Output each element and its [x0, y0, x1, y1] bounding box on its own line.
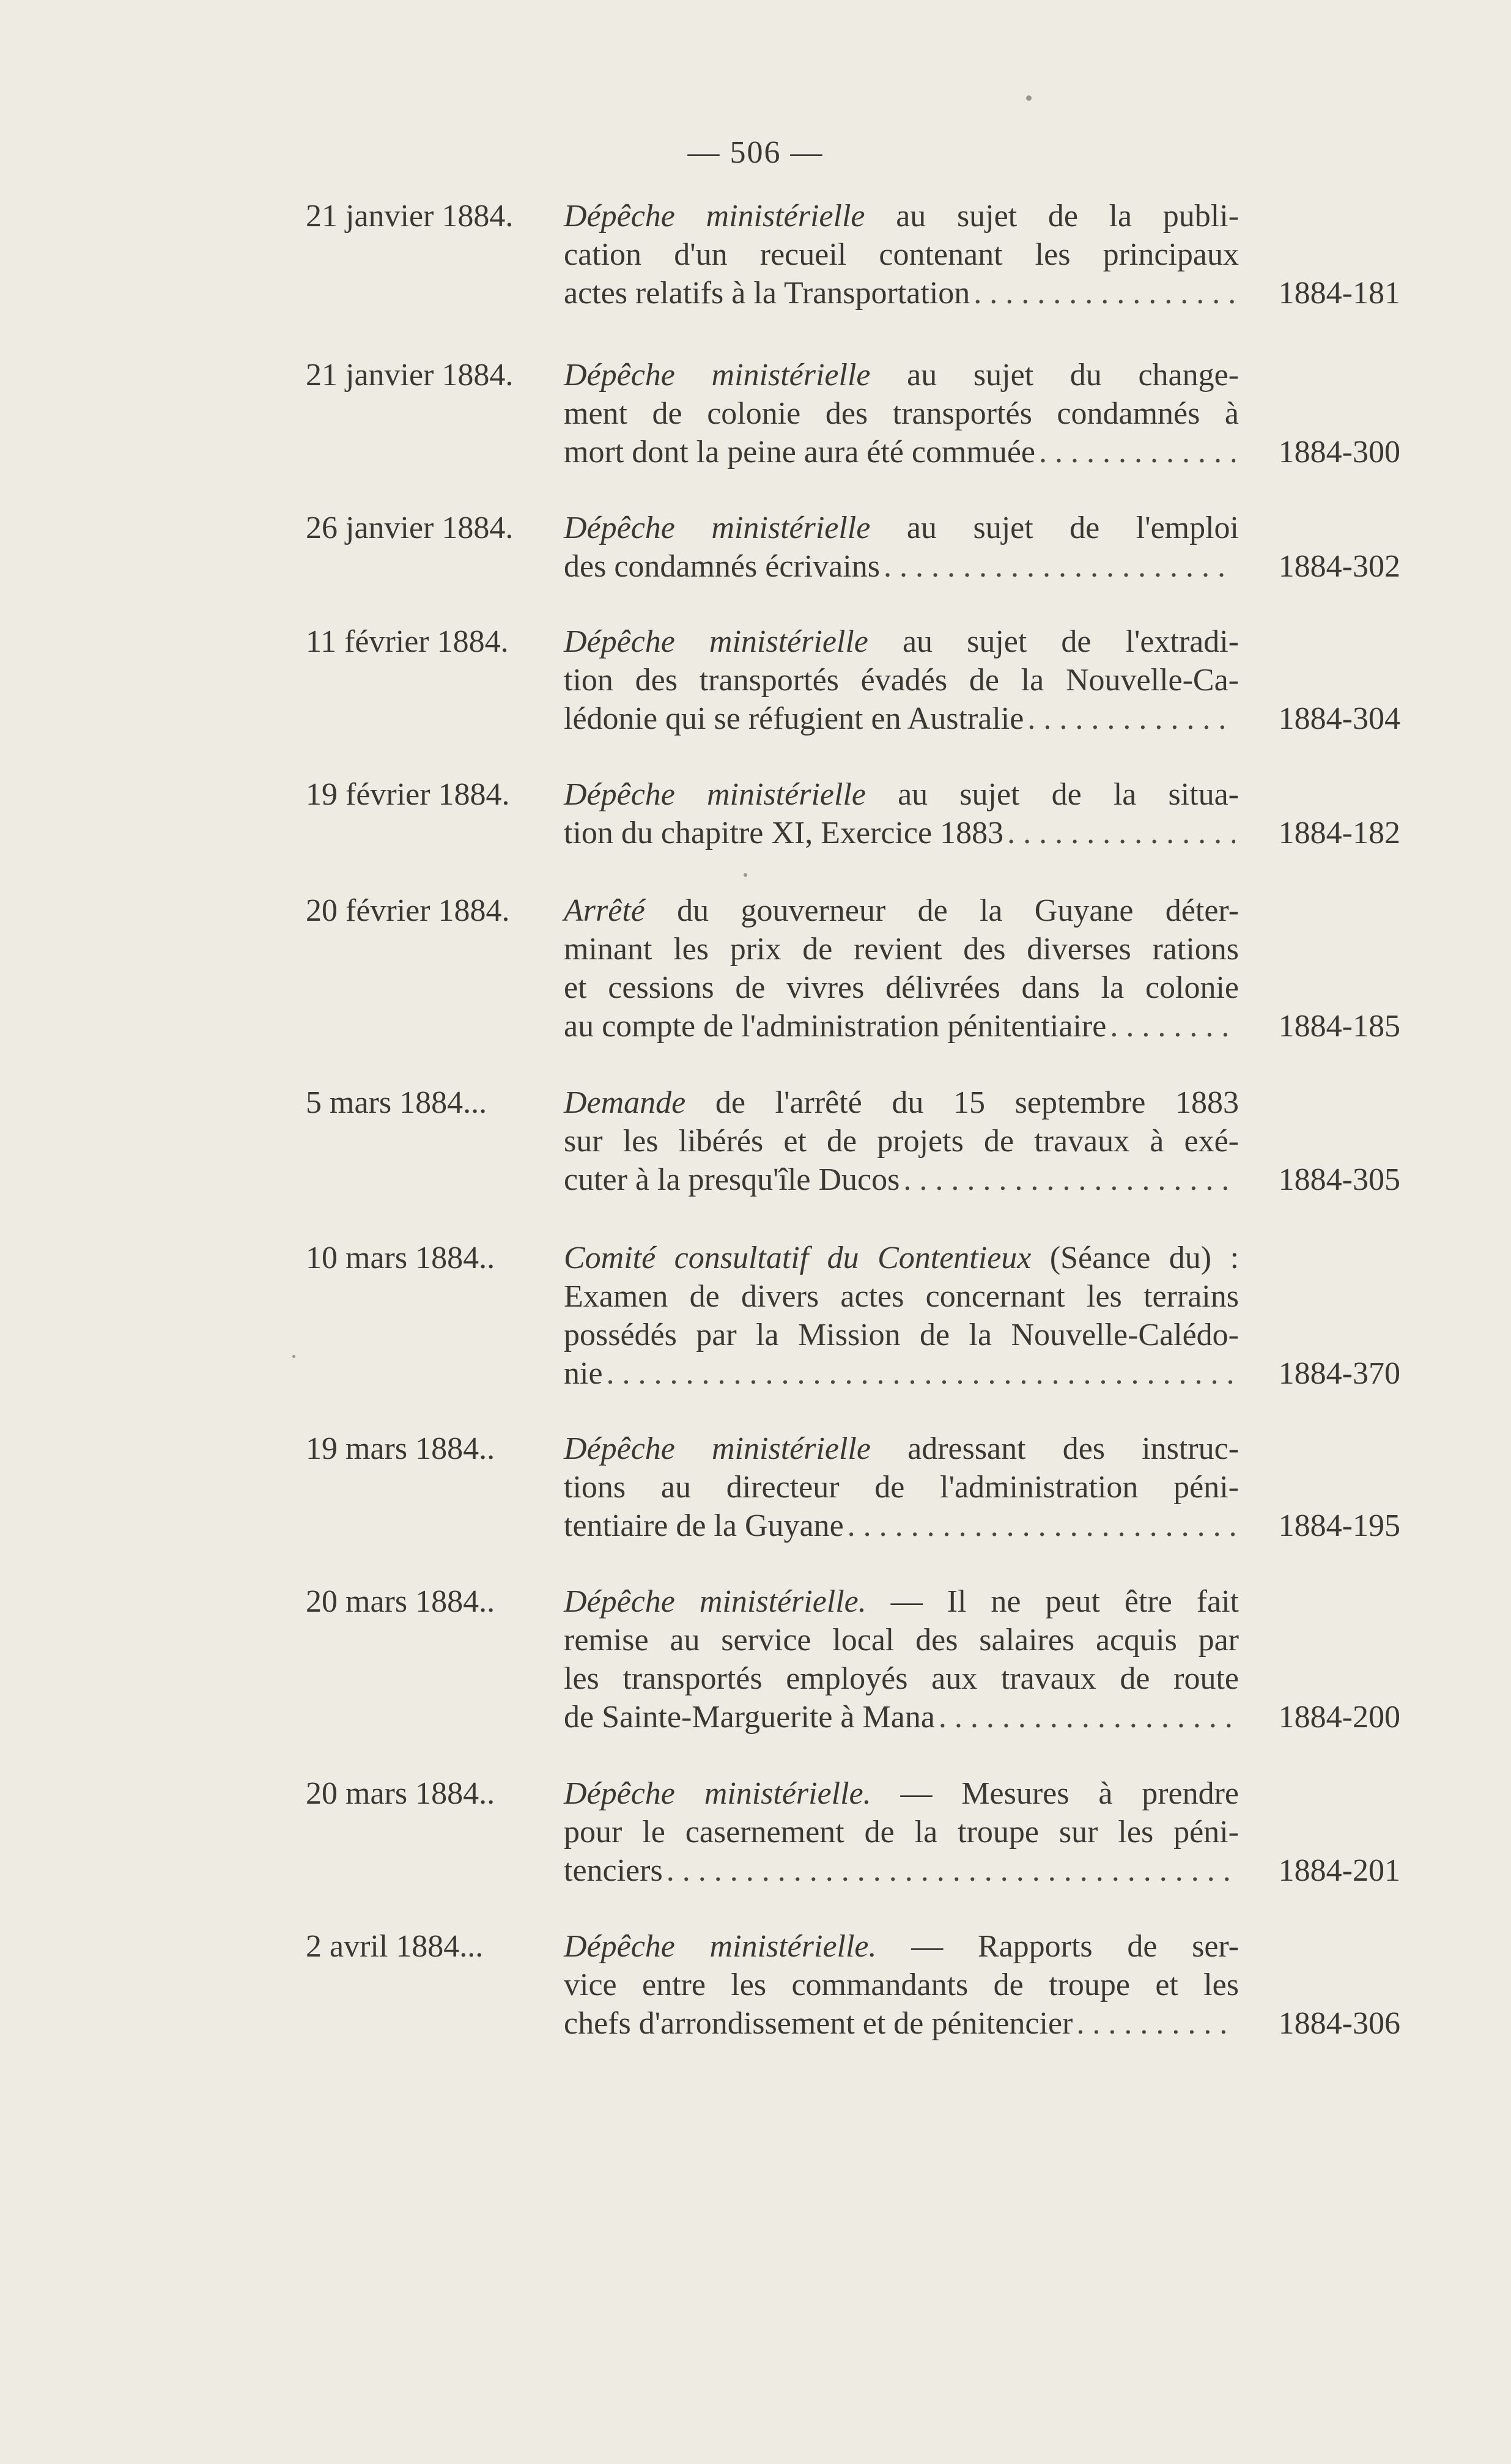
entry-date: 2 avril 1884...	[306, 1929, 484, 1964]
entry-type: Dépêche ministérielle	[564, 511, 871, 545]
description-text: de Sainte-Marguerite à Mana	[564, 1700, 935, 1735]
description-text: minant les prix de revient des diverses rations	[564, 932, 1239, 967]
dot-leader	[1076, 2004, 1235, 2043]
entry-type: Arrêté	[564, 893, 645, 928]
description-text: actes relatifs à la Transportation	[564, 276, 970, 311]
entry-date: 21 janvier 1884.	[306, 358, 514, 393]
description-line	[564, 394, 1239, 433]
entry-type: Dépêche ministérielle.	[564, 1776, 871, 1811]
entry-description	[564, 622, 1239, 738]
entry-date: 10 mars 1884..	[306, 1241, 495, 1275]
description-line	[564, 235, 1239, 274]
entry-date: 11 février 1884.	[306, 624, 509, 659]
entry-description	[564, 1083, 1239, 1199]
entry-date: 19 février 1884.	[306, 777, 510, 812]
entry-description	[564, 1774, 1239, 1890]
description-text: chefs d'arrondissement et de pénitencier	[564, 2006, 1073, 2041]
dot-leader	[1039, 433, 1235, 471]
description-last-line	[564, 1698, 1239, 1736]
entry-description	[564, 1927, 1239, 2043]
dot-leader	[848, 1507, 1235, 1545]
description-text: tion du chapitre XI, Exercice 1883	[564, 816, 1004, 850]
description-line	[564, 1813, 1239, 1851]
paper-speck	[744, 873, 747, 877]
description-last-line	[564, 274, 1239, 312]
dot-leader	[973, 274, 1235, 312]
description-text: possédés par la Mission de la Nouvelle-Calédo-	[564, 1318, 1239, 1352]
description-line	[564, 1582, 1239, 1621]
entry-type: Dépêche ministérielle	[564, 624, 868, 659]
description-line	[564, 197, 1239, 235]
dot-leader	[1007, 814, 1235, 852]
description-text: vice entre les commandants de troupe et les	[564, 1968, 1239, 2002]
entry-reference: 1884-370	[1278, 1356, 1400, 1391]
entry-date: 21 janvier 1884.	[306, 199, 514, 234]
description-line	[564, 1468, 1239, 1507]
description-last-line	[564, 547, 1239, 586]
description-text: au sujet de la publi-	[896, 199, 1239, 234]
description-text: tenciers	[564, 1853, 663, 1888]
description-text: au sujet du change-	[907, 358, 1239, 393]
entry-reference: 1884-195	[1278, 1508, 1400, 1543]
entry-type: Dépêche ministérielle	[564, 1431, 871, 1466]
description-text: (Séance du) :	[1049, 1241, 1239, 1275]
entry-reference: 1884-306	[1278, 2006, 1400, 2041]
description-text: adressant des instruc-	[907, 1431, 1239, 1466]
description-text: ment de colonie des transportés condamnés à	[564, 396, 1239, 431]
description-text: au sujet de l'extradi-	[902, 624, 1239, 659]
entry-date: 20 mars 1884..	[306, 1776, 495, 1811]
entry-reference: 1884-181	[1278, 276, 1400, 311]
entry-type: Dépêche ministérielle	[564, 199, 865, 234]
description-text: les transportés employés aux travaux de route	[564, 1661, 1239, 1696]
entry-reference: 1884-300	[1278, 435, 1400, 470]
description-last-line	[564, 1160, 1239, 1199]
entry-description	[564, 775, 1239, 852]
page-number: — 506 —	[687, 135, 824, 170]
description-line	[564, 775, 1239, 814]
description-text: tion des transportés évadés de la Nouvelle-Ca-	[564, 663, 1239, 698]
description-line	[564, 661, 1239, 699]
description-text: tentiaire de la Guyane	[564, 1508, 844, 1543]
description-text: du gouverneur de la Guyane déter-	[677, 893, 1239, 928]
description-line	[564, 1122, 1239, 1160]
entry-reference: 1884-305	[1278, 1162, 1400, 1197]
entry-date: 20 mars 1884..	[306, 1584, 495, 1619]
dot-leader	[1027, 699, 1235, 738]
dot-leader	[607, 1354, 1235, 1393]
description-text: mort dont la peine aura été commuée	[564, 435, 1036, 470]
description-line	[564, 1927, 1239, 1966]
description-line	[564, 930, 1239, 968]
description-line	[564, 622, 1239, 661]
entry-type: Dépêche ministérielle.	[564, 1929, 877, 1964]
entry-date: 5 mars 1884...	[306, 1085, 487, 1120]
description-text: de l'arrêté du 15 septembre 1883	[715, 1085, 1239, 1120]
description-text: pour le casernement de la troupe sur les péni-	[564, 1815, 1239, 1850]
description-last-line	[564, 433, 1239, 471]
description-text: — Mesures à prendre	[900, 1776, 1239, 1811]
description-line	[564, 1083, 1239, 1122]
entry-description	[564, 509, 1239, 586]
description-line	[564, 968, 1239, 1007]
paper-speck	[1026, 95, 1032, 101]
entry-description	[564, 197, 1239, 312]
entry-date: 26 janvier 1884.	[306, 511, 514, 545]
description-line	[564, 1277, 1239, 1316]
entry-description	[564, 891, 1239, 1046]
description-text: tions au directeur de l'administration péni-	[564, 1470, 1239, 1505]
entry-date: 20 février 1884.	[306, 893, 510, 928]
entry-description	[564, 1239, 1239, 1393]
dot-leader	[939, 1698, 1235, 1736]
entry-reference: 1884-304	[1278, 701, 1400, 736]
entry-reference: 1884-185	[1278, 1009, 1400, 1044]
entry-description	[564, 1429, 1239, 1545]
entry-type: Comité consultatif du Contentieux	[564, 1241, 1032, 1275]
dot-leader	[884, 547, 1235, 586]
entry-type: Demande	[564, 1085, 686, 1120]
description-last-line	[564, 1851, 1239, 1890]
description-line	[564, 1659, 1239, 1698]
entry-type: Dépêche ministérielle.	[564, 1584, 866, 1619]
description-line	[564, 1316, 1239, 1354]
description-last-line	[564, 699, 1239, 738]
description-line	[564, 1429, 1239, 1468]
description-line	[564, 1966, 1239, 2004]
description-text: lédonie qui se réfugient en Australie	[564, 701, 1024, 736]
description-line	[564, 891, 1239, 930]
description-text: des condamnés écrivains	[564, 549, 880, 584]
description-last-line	[564, 814, 1239, 852]
description-text: et cessions de vivres délivrées dans la colonie	[564, 970, 1239, 1005]
description-line	[564, 509, 1239, 547]
entry-description	[564, 356, 1239, 471]
dot-leader	[903, 1160, 1235, 1199]
entry-reference: 1884-302	[1278, 549, 1400, 584]
description-text: Examen de divers actes concernant les terrains	[564, 1279, 1239, 1314]
description-text: cation d'un recueil contenant les principaux	[564, 237, 1239, 272]
entry-date: 19 mars 1884..	[306, 1431, 495, 1466]
description-line	[564, 1774, 1239, 1813]
description-text: — Il ne peut être fait	[890, 1584, 1239, 1619]
description-line	[564, 1621, 1239, 1659]
description-text: au sujet de l'emploi	[906, 511, 1239, 545]
entry-type: Dépêche ministérielle	[564, 777, 866, 812]
description-last-line	[564, 1354, 1239, 1393]
entry-type: Dépêche ministérielle	[564, 358, 871, 393]
entry-description	[564, 1582, 1239, 1736]
entry-reference: 1884-201	[1278, 1853, 1400, 1888]
description-text: nie	[564, 1356, 603, 1391]
dot-leader	[667, 1851, 1235, 1890]
description-line	[564, 356, 1239, 394]
description-last-line	[564, 1507, 1239, 1545]
description-text: sur les libérés et de projets de travaux à exé-	[564, 1124, 1239, 1159]
entry-reference: 1884-200	[1278, 1700, 1400, 1735]
description-text: — Rapports de ser-	[911, 1929, 1239, 1964]
paper-speck	[292, 1355, 295, 1358]
description-line	[564, 1239, 1239, 1277]
description-last-line	[564, 1007, 1239, 1046]
description-last-line	[564, 2004, 1239, 2043]
description-text: remise au service local des salaires acquis par	[564, 1623, 1239, 1658]
description-text: cuter à la presqu'île Ducos	[564, 1162, 900, 1197]
dot-leader	[1110, 1007, 1235, 1046]
description-text: au compte de l'administration pénitentiaire	[564, 1009, 1107, 1044]
description-text: au sujet de la situa-	[898, 777, 1239, 812]
entry-reference: 1884-182	[1278, 816, 1400, 850]
